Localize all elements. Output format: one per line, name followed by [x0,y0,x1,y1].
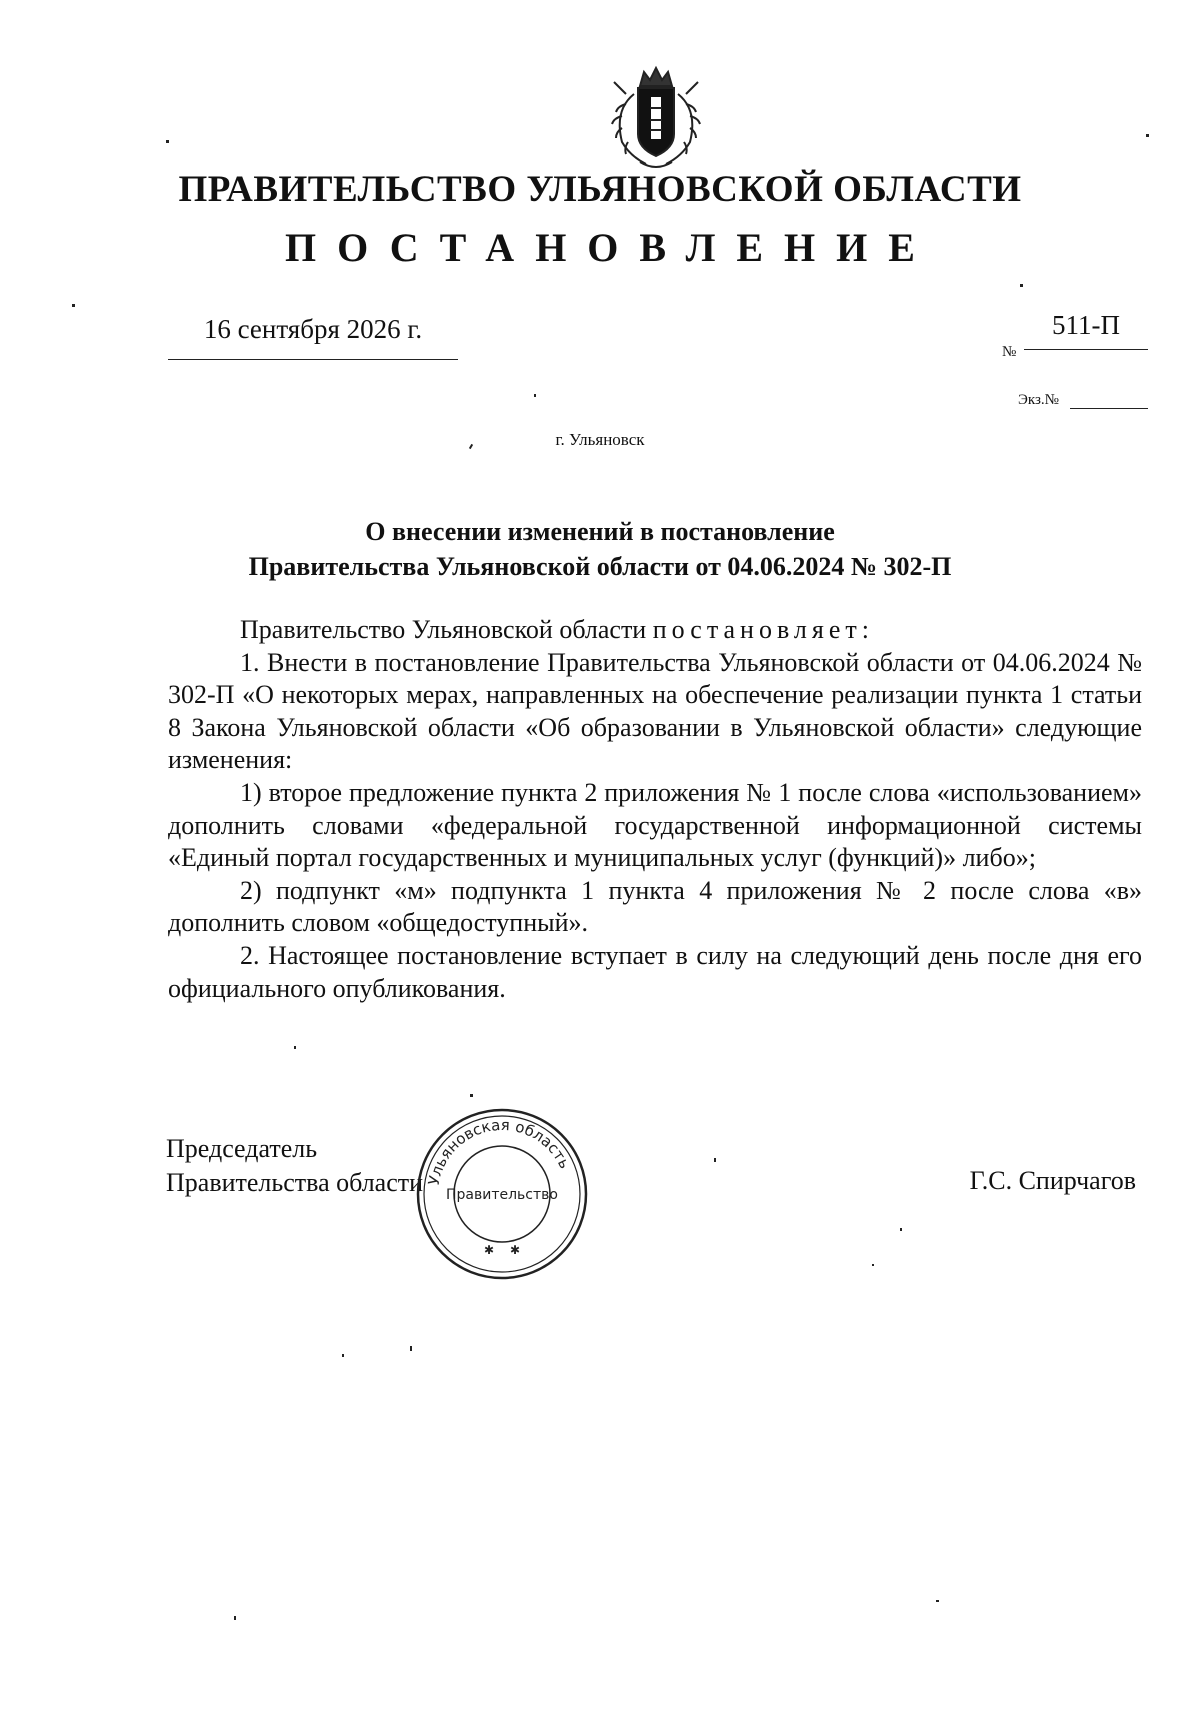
signer-name: Г.С. Спирчагов [969,1166,1136,1195]
city: г. Ульяновск [555,430,645,449]
paragraph-1: 1. Внести в постановление Правительства Ульяновской области от 04.06.2024 № 302-П «О некоторых мерах, направленных на обеспечение реализации пункта 1 статьи 8 Закона Ульяновской области «Об образовании в Ульяновской области» следующие изменения: [168,647,1142,775]
scan-speck [900,1228,902,1231]
signer-position [166,1132,423,1200]
scan-speck [342,1354,344,1357]
document-subject [120,514,1080,584]
subject-line-1: О внесении изменений в постановление [365,517,835,546]
scan-speck [294,1046,296,1049]
scan-speck [410,1346,412,1351]
seal-star-icon: ✱ [484,1243,495,1257]
scan-speck [234,1616,236,1620]
official-seal [414,1106,590,1282]
scan-speck [936,1600,939,1602]
subject-line-2: Правительства Ульяновской области от 04.06.2024 № 302-П [248,552,952,581]
scan-speck [72,304,75,307]
seal-center-text: Правительство [446,1187,558,1203]
scan-speck [714,1158,716,1162]
paragraph-1-item-2: 2) подпункт «м» подпункта 1 пункта 4 приложения № 2 после слова «в» дополнить словом «общедоступный». [168,875,1142,938]
intro-paragraph [168,614,1142,647]
coat-of-arms-emblem [604,64,708,172]
intro-prefix: Правительство Ульяновской области [240,615,653,644]
scan-speck [872,1264,874,1266]
intro-resolves: постановляет: [652,615,874,644]
copy-number-label: Экз.№ [1018,392,1059,408]
seal-ring-path: Ульяновская область [424,1115,574,1187]
document-body [168,614,1142,1005]
signer-position-line-2: Правительства области [166,1168,424,1197]
scan-speck [166,140,169,143]
scan-speck [1020,284,1023,287]
organization-title: ПРАВИТЕЛЬСТВО УЛЬЯНОВСКОЙ ОБЛАСТИ [178,169,1022,210]
scan-speck [534,394,536,397]
scan-speck [1146,134,1149,137]
seal-star-icon: ✱ [510,1243,521,1257]
scan-speck [470,1094,473,1097]
paragraph-2: 2. Настоящее постановление вступает в силу на следующий день после дня его официального опубликования. [168,940,1142,1003]
number-label: № [1002,344,1017,360]
signer-position-line-1: Председатель [166,1134,318,1163]
copy-number-line [1070,408,1148,409]
paragraph-1-item-1: 1) второе предложение пункта 2 приложения № 1 после слова «использованием» дополнить словами «федеральной государственной информационной системы «Единый портал государственных и муниципальных услуг (функций)» либо»; [168,777,1142,873]
document-type-title: ПОСТАНОВЛЕНИЕ [285,225,936,270]
document-date: 16 сентября 2026 г. [168,314,458,360]
document-number: 511-П [1024,310,1148,350]
